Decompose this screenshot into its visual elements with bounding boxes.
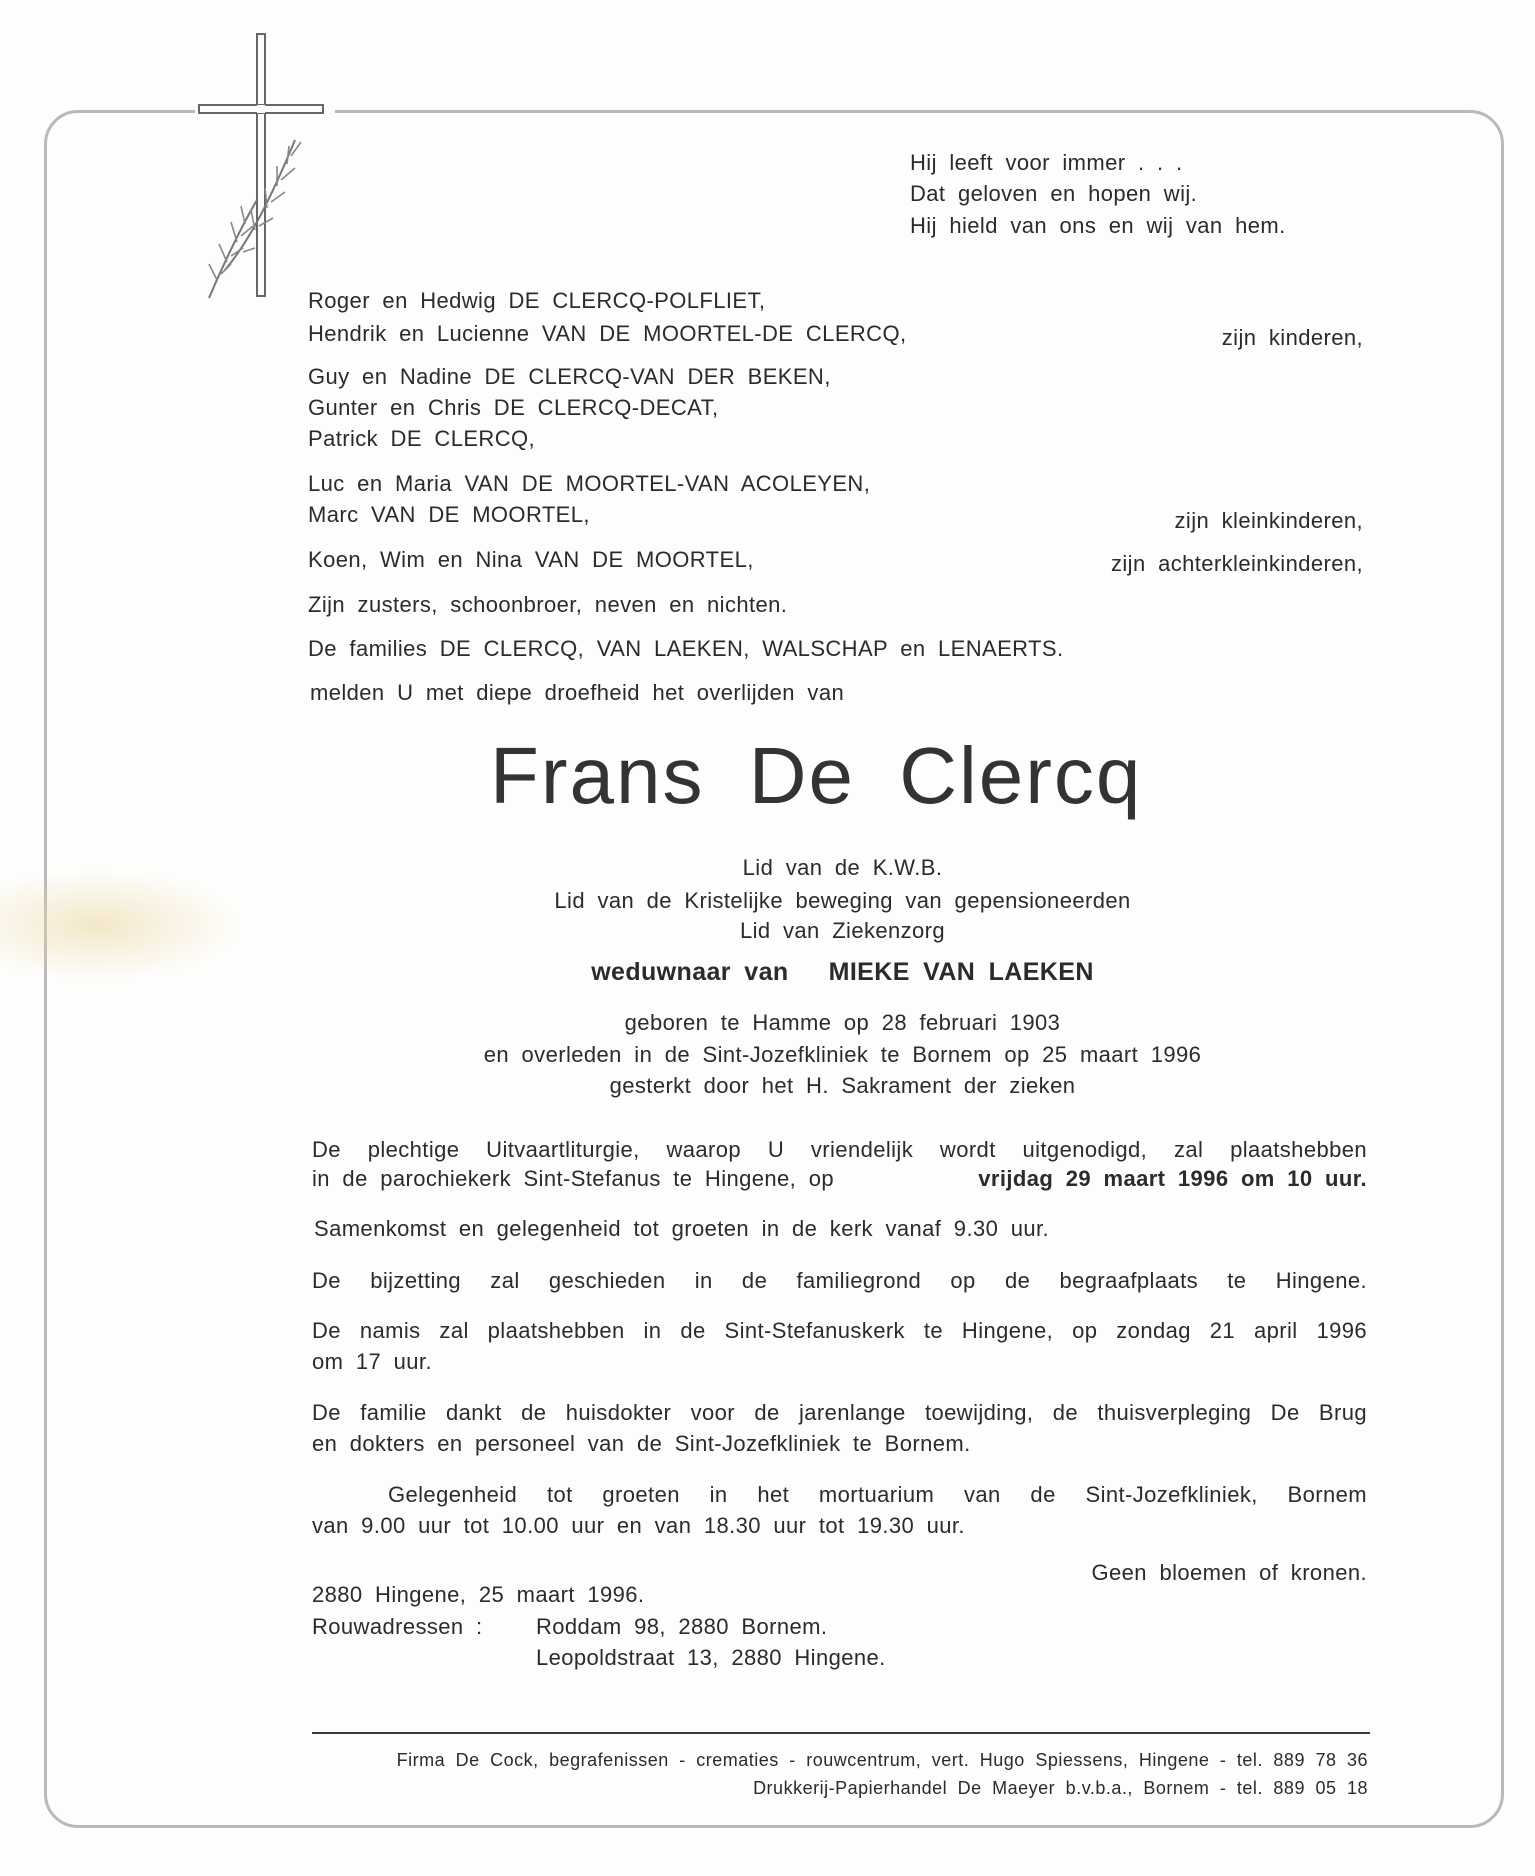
cross-icon: [195, 30, 335, 305]
membership-line: Lid van de Kristelijke beweging van gepensioneerden: [554, 888, 1131, 913]
grandchildren-label: zijn kleinkinderen,: [1174, 508, 1363, 533]
death-line: en overleden in de Sint-Jozefkliniek te Bornem op 25 maart 1996: [483, 1042, 1202, 1067]
deceased-name: Frans De Clercq: [490, 731, 1143, 820]
thanks-line: en dokters en personeel van de Sint-Jozefkliniek te Bornem.: [312, 1431, 971, 1456]
mass-line: De namis zal plaatshebben in de Sint-Stefanuskerk te Hingene, op zondag 21 april 1996: [312, 1318, 1367, 1343]
great-grandchildren-label: zijn achterkleinkinderen,: [1110, 551, 1363, 576]
service-text: in de parochiekerk Sint-Stefanus te Hingene, op: [312, 1166, 834, 1191]
mass-line: om 17 uur.: [312, 1349, 432, 1374]
service-datetime: vrijdag 29 maart 1996 om 10 uur.: [978, 1166, 1367, 1191]
relatives-line: Zijn zusters, schoonbroer, neven en nichten.: [308, 592, 788, 617]
thanks-line: De familie dankt de huisdokter voor de jarenlange toewijding, de thuisverpleging De Brug: [312, 1400, 1367, 1425]
grandchildren-line: Marc VAN DE MOORTEL,: [308, 502, 590, 527]
widower-line: [500, 958, 1185, 987]
spouse-name: MIEKE VAN LAEKEN: [828, 958, 1094, 986]
burial-line: De bijzetting zal geschieden in de familiegrond op de begraafplaats te Hingene.: [312, 1268, 1367, 1293]
footer-line: Firma De Cock, begrafenissen - crematies - rouwcentrum, vert. Hugo Spiessens, Hingene - tel. 889 78 36: [396, 1750, 1368, 1770]
families-line: De families DE CLERCQ, VAN LAEKEN, WALSCHAP en LENAERTS.: [308, 636, 1064, 661]
birth-line: geboren te Hamme op 28 februari 1903: [624, 1010, 1061, 1035]
grandchildren-line: Gunter en Chris DE CLERCQ-DECAT,: [308, 395, 719, 420]
address-line: Leopoldstraat 13, 2880 Hingene.: [536, 1645, 886, 1670]
quote-line: Hij hield van ons en wij van hem.: [910, 213, 1286, 238]
gathering-line: Samenkomst en gelegenheid tot groeten in de kerk vanaf 9.30 uur.: [314, 1216, 1050, 1241]
footer-line: Drukkerij-Papierhandel De Maeyer b.v.b.a., Bornem - tel. 889 05 18: [753, 1778, 1368, 1798]
service-line: De plechtige Uitvaartliturgie, waarop U vriendelijk wordt uitgenodigd, zal plaatshebben: [312, 1137, 1367, 1162]
grandchildren-line: Patrick DE CLERCQ,: [308, 426, 536, 451]
sacrament-line: gesterkt door het H. Sakrament der zieken: [609, 1073, 1076, 1098]
children-line: Hendrik en Lucienne VAN DE MOORTEL-DE CLERCQ,: [308, 321, 907, 346]
membership-line: Lid van Ziekenzorg: [739, 918, 946, 943]
children-line: Roger en Hedwig DE CLERCQ-POLFLIET,: [308, 288, 766, 313]
grandchildren-line: Guy en Nadine DE CLERCQ-VAN DER BEKEN,: [308, 364, 831, 389]
place-date: 2880 Hingene, 25 maart 1996.: [312, 1582, 645, 1607]
no-flowers: Geen bloemen of kronen.: [1091, 1560, 1367, 1585]
service-line: [312, 1166, 1367, 1192]
widower-prefix: weduwnaar van: [591, 958, 789, 986]
footer-rule: [312, 1732, 1370, 1734]
address-line: Roddam 98, 2880 Bornem.: [536, 1614, 828, 1639]
address-label: Rouwadressen :: [312, 1614, 483, 1639]
viewing-line: Gelegenheid tot groeten in het mortuarium van de Sint-Jozefkliniek, Bornem: [388, 1482, 1367, 1507]
quote-line: Hij leeft voor immer . . .: [910, 150, 1183, 175]
great-grandchildren-line: Koen, Wim en Nina VAN DE MOORTEL,: [308, 547, 754, 572]
quote-line: Dat geloven en hopen wij.: [910, 181, 1198, 206]
viewing-line: van 9.00 uur tot 10.00 uur en van 18.30 uur tot 19.30 uur.: [312, 1513, 965, 1538]
membership-line: Lid van de K.W.B.: [742, 855, 943, 880]
announce-line: melden U met diepe droefheid het overlijden van: [310, 680, 845, 705]
paper-stain: [0, 870, 240, 980]
children-label: zijn kinderen,: [1221, 325, 1363, 350]
grandchildren-line: Luc en Maria VAN DE MOORTEL-VAN ACOLEYEN,: [308, 471, 871, 496]
